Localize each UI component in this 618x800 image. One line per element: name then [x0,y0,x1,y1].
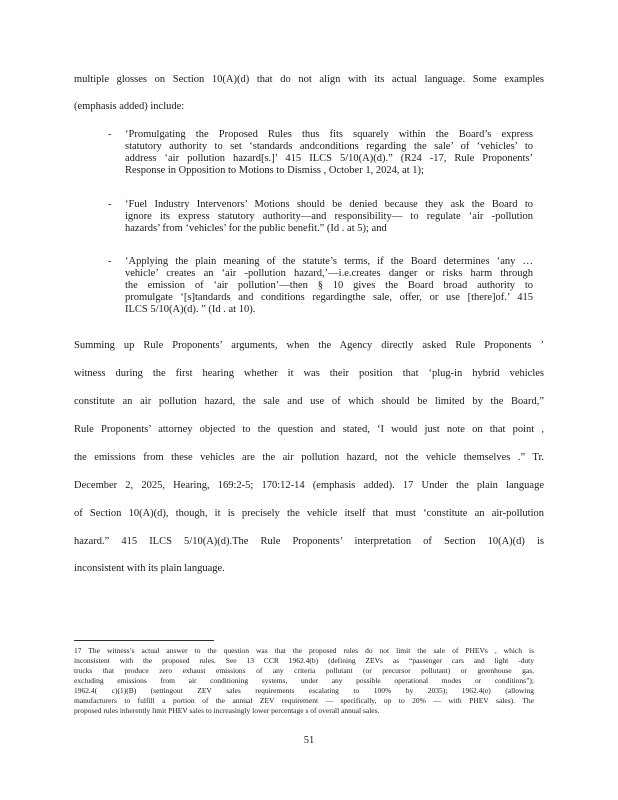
footnote-line: 17 The witness’s actual answer to the question was that the proposed rules do not limit the sale of PHEVs , which is [74,646,534,655]
footnote-line: inconsistent with the proposed rules. See 13 CCR 1962.4(b) (defining ZEVs as “passenger cars and light -duty [74,656,534,665]
footnote-line: manufacturers to fulfill a portion of the annual ZEV requirement — specifically, up to 20% — with PHEV sales). The [74,696,534,705]
bullet-1-line: address ‘air pollution hazard[s.]’ 415 ILCS 5/10(A)(d).” (R24 -17, Rule Proponents’ [125,153,533,164]
para2-line: witness during the first hearing whether it was their position that ‘plug-in hybrid vehicles [74,368,544,379]
para2-line: December 2, 2025, Hearing, 169:2-5; 170:12-14 (emphasis added). 17 Under the plain language [74,480,544,491]
bullet-1-line: statutory authority to set ‘standards andconditions regarding the sale’ of ‘vehicles’ to [125,141,533,152]
bullet-3-line: vehicle’ creates an ‘air -pollution hazard,’—i.e.creates danger or risks harm through [125,268,533,279]
para2-line: constitute an air pollution hazard, the sale and use of which should be limited by the Board,” [74,396,544,407]
footnote-line: excluding emissions from air conditioning systems, under any possible operational modes or conditions”); [74,676,534,685]
bullet-2-line: ignore its express statutory authority—and responsibility— to regulate ‘air -pollution [125,211,533,222]
bullet-2-line: hazards’ from ‘vehicles’ for the public benefit.” (Id . at 5); and [125,223,387,234]
page-number: 51 [303,735,315,746]
bullet-2-line: ‘Fuel Industry Intervenors’ Motions should be denied because they ask the Board to [125,199,533,210]
bullet-dash: - [108,199,112,210]
bullet-dash: - [108,256,112,267]
footnote-line: proposed rules inherently limit PHEV sales to increasingly lower percentage s of overall annual sales. [74,706,380,715]
bullet-3-line: ‘Applying the plain meaning of the statute’s terms, if the Board determines ‘any … [125,256,533,267]
bullet-1-line: Response in Opposition to Motions to Dismiss , October 1, 2024, at 1); [125,165,424,176]
para2-line: of Section 10(A)(d), though, it is precisely the vehicle itself that must ‘constitute an air-pollution [74,508,544,519]
bullet-3-line: ILCS 5/10(A)(d). ” (Id . at 10). [125,304,256,315]
bullet-1-line: ‘Promulgating the Proposed Rules thus fits squarely within the Board’s express [125,129,533,140]
footnote-line: trucks that produce zero exhaust emissions of any criteria pollutant (or precursor pollutant) or greenhouse gas, [74,666,534,675]
bullet-3-line: promulgate ‘[s]tandards and conditions regardingthe sale, offer, or use [there]of.’ 415 [125,292,533,303]
para1-line: multiple glosses on Section 10(A)(d) that do not align with its actual language. Some examples [74,74,544,85]
footnote-separator [74,640,214,641]
para2-line: hazard.” 415 ILCS 5/10(A)(d).The Rule Proponents’ interpretation of Section 10(A)(d) is [74,536,544,547]
para2-line: the emissions from these vehicles are the air pollution hazard, not the vehicle themselves .” Tr. [74,452,544,463]
footnote-line: 1962.4( c)(1)(B) (settingout ZEV sales requirements escalating to 100% by 2035); 1962.4(e) (allowing [74,686,534,695]
bullet-3-line: the emission of ‘air pollution’—then § 10 gives the Board broad authority to [125,280,533,291]
bullet-dash: - [108,129,112,140]
para1-line: (emphasis added) include: [74,101,185,112]
para2-line: Summing up Rule Proponents’ arguments, when the Agency directly asked Rule Proponents ’ [74,340,544,351]
para2-line: Rule Proponents’ attorney objected to the question and stated, ‘I would just note on that point , [74,424,544,435]
para2-line: inconsistent with its plain language. [74,563,225,574]
